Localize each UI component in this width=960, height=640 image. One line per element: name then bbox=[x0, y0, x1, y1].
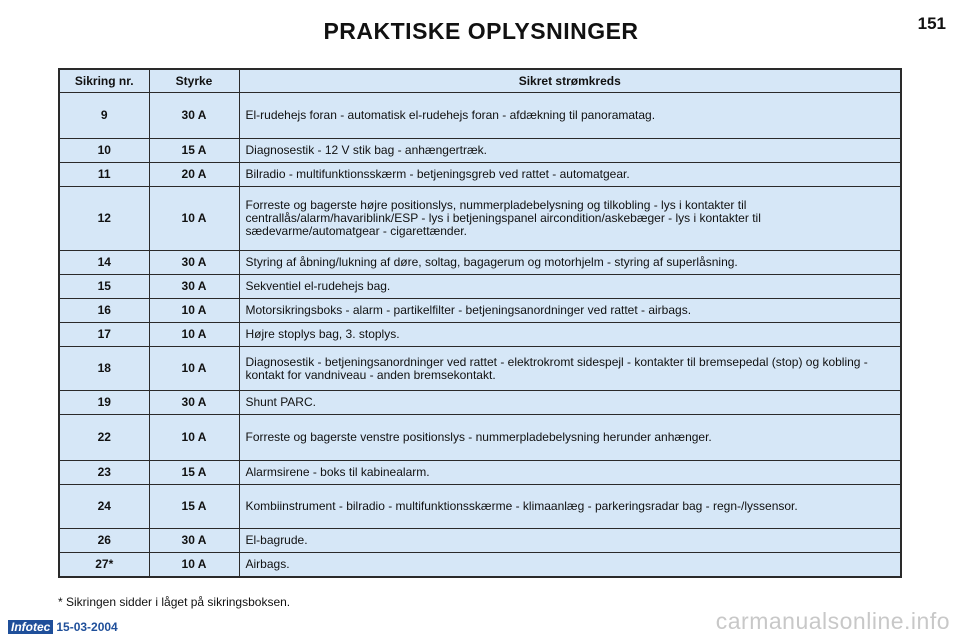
table-row bbox=[59, 461, 901, 485]
fuse-number-cell: 15 bbox=[59, 275, 149, 299]
table-row bbox=[59, 485, 901, 529]
circuit-cell: Højre stoplys bag, 3. stoplys. bbox=[239, 323, 901, 347]
fuse-number-cell: 26 bbox=[59, 529, 149, 553]
fuse-number-cell: 22 bbox=[59, 415, 149, 461]
circuit-cell: El-bagrude. bbox=[239, 529, 901, 553]
amperage-cell: 30 A bbox=[149, 391, 239, 415]
fuse-number-cell: 11 bbox=[59, 163, 149, 187]
table-row bbox=[59, 529, 901, 553]
fuse-number-cell: 9 bbox=[59, 93, 149, 139]
circuit-cell: Motorsikringsboks - alarm - partikelfilter - betjeningsanordninger ved rattet - airbags. bbox=[239, 299, 901, 323]
column-header-circuit: Sikret strømkreds bbox=[239, 69, 901, 93]
circuit-cell: Alarmsirene - boks til kabinealarm. bbox=[239, 461, 901, 485]
table-row bbox=[59, 323, 901, 347]
page-number: 151 bbox=[917, 14, 946, 33]
table-row bbox=[59, 299, 901, 323]
fuse-number-cell: 27* bbox=[59, 553, 149, 577]
table-header bbox=[59, 69, 901, 93]
fuse-number-cell: 23 bbox=[59, 461, 149, 485]
fuse-number-cell: 10 bbox=[59, 139, 149, 163]
table-row bbox=[59, 391, 901, 415]
amperage-cell: 10 A bbox=[149, 187, 239, 251]
circuit-cell: Diagnosestik - betjeningsanordninger ved rattet - elektrokromt sidespejl - kontakter til bremsepedal (stop) og kobling - kontakt for vandniveau - anden bremsekontakt. bbox=[239, 347, 901, 391]
circuit-cell: Forreste og bagerste venstre positionslys - nummerpladebelysning herunder anhænger. bbox=[239, 415, 901, 461]
circuit-cell: Forreste og bagerste højre positionslys, nummerpladebelysning og tilkobling - lys i kontakter til centrallås/alarm/havariblink/ESP - lys i betjeningspanel aircondition/askebæger - lys i kontakter til sædevarme/automatgear - cigarettænder. bbox=[239, 187, 901, 251]
fuse-number-cell: 12 bbox=[59, 187, 149, 251]
circuit-cell: Bilradio - multifunktionsskærm - betjeningsgreb ved rattet - automatgear. bbox=[239, 163, 901, 187]
table-body bbox=[59, 93, 901, 577]
fuse-table bbox=[58, 68, 902, 578]
table-row bbox=[59, 553, 901, 577]
circuit-cell: El-rudehejs foran - automatisk el-rudehejs foran - afdækning til panoramatag. bbox=[239, 93, 901, 139]
footer-date: 15-03-2004 bbox=[56, 620, 118, 634]
table-row bbox=[59, 139, 901, 163]
amperage-cell: 30 A bbox=[149, 275, 239, 299]
fuse-number-cell: 18 bbox=[59, 347, 149, 391]
amperage-cell: 30 A bbox=[149, 529, 239, 553]
circuit-cell: Kombiinstrument - bilradio - multifunktionsskærme - klimaanlæg - parkeringsradar bag - regn-/lyssensor. bbox=[239, 485, 901, 529]
circuit-cell: Sekventiel el-rudehejs bag. bbox=[239, 275, 901, 299]
amperage-cell: 10 A bbox=[149, 323, 239, 347]
table-row bbox=[59, 415, 901, 461]
table-row bbox=[59, 187, 901, 251]
amperage-cell: 10 A bbox=[149, 553, 239, 577]
footnote: * Sikringen sidder i låget på sikringsboksen. bbox=[58, 595, 291, 609]
amperage-cell: 30 A bbox=[149, 251, 239, 275]
fuse-number-cell: 24 bbox=[59, 485, 149, 529]
amperage-cell: 10 A bbox=[149, 347, 239, 391]
table-row bbox=[59, 163, 901, 187]
amperage-cell: 15 A bbox=[149, 485, 239, 529]
column-header-amperage: Styrke bbox=[149, 69, 239, 93]
circuit-cell: Shunt PARC. bbox=[239, 391, 901, 415]
amperage-cell: 20 A bbox=[149, 163, 239, 187]
amperage-cell: 15 A bbox=[149, 461, 239, 485]
amperage-cell: 15 A bbox=[149, 139, 239, 163]
fuse-number-cell: 14 bbox=[59, 251, 149, 275]
fuse-number-cell: 17 bbox=[59, 323, 149, 347]
amperage-cell: 10 A bbox=[149, 415, 239, 461]
circuit-cell: Styring af åbning/lukning af døre, soltag, bagagerum og motorhjelm - styring af superlåsning. bbox=[239, 251, 901, 275]
infotec-logo: Infotec bbox=[8, 620, 53, 634]
page-title: PRAKTISKE OPLYSNINGER bbox=[323, 18, 639, 44]
table-row bbox=[59, 275, 901, 299]
table-row bbox=[59, 93, 901, 139]
table-header-row bbox=[59, 69, 901, 93]
footer-brand bbox=[8, 620, 118, 634]
fuse-number-cell: 19 bbox=[59, 391, 149, 415]
table-row bbox=[59, 251, 901, 275]
amperage-cell: 10 A bbox=[149, 299, 239, 323]
amperage-cell: 30 A bbox=[149, 93, 239, 139]
circuit-cell: Airbags. bbox=[239, 553, 901, 577]
column-header-fuse-number: Sikring nr. bbox=[59, 69, 149, 93]
circuit-cell: Diagnosestik - 12 V stik bag - anhængertræk. bbox=[239, 139, 901, 163]
watermark: carmanualsonline.info bbox=[715, 608, 950, 634]
fuse-number-cell: 16 bbox=[59, 299, 149, 323]
table-row bbox=[59, 347, 901, 391]
